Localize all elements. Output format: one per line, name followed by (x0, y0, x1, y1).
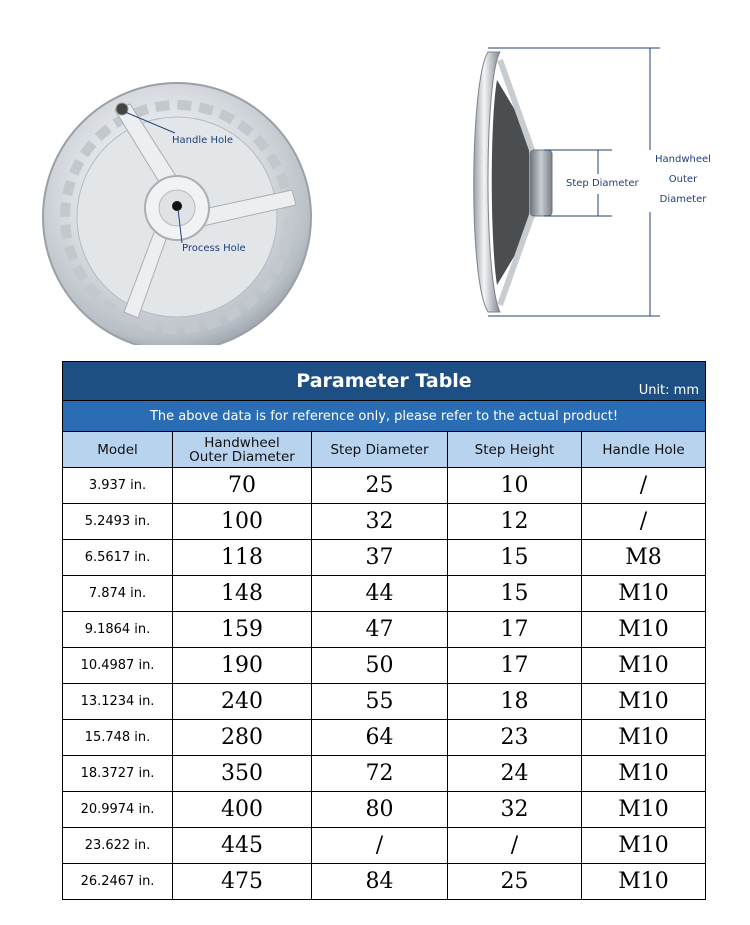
step-height-cell: 12 (448, 504, 582, 540)
table-note-row (63, 401, 706, 432)
model-cell: 5.2493 in. (63, 504, 173, 540)
handwheel-illustration (0, 0, 750, 345)
table-body (63, 468, 706, 900)
table-row (63, 540, 706, 576)
model-cell: 3.937 in. (63, 468, 173, 504)
handle-hole-cell: M10 (582, 864, 706, 900)
handle-hole-cell: M10 (582, 648, 706, 684)
model-cell: 6.5617 in. (63, 540, 173, 576)
table-row (63, 828, 706, 864)
model-cell: 10.4987 in. (63, 648, 173, 684)
model-cell: 15.748 in. (63, 720, 173, 756)
header-outer-diameter (173, 432, 312, 468)
outer-diameter-cell: 240 (173, 684, 312, 720)
outer-diameter-cell: 475 (173, 864, 312, 900)
outer-diameter-label-line3: Diameter (659, 194, 707, 205)
outer-diameter-cell: 70 (173, 468, 312, 504)
header-step-diameter: Step Diameter (312, 432, 448, 468)
step-diameter-cell: 84 (312, 864, 448, 900)
outer-diameter-label-line2: Outer (668, 174, 698, 185)
unit-label: Unit: mm (638, 383, 699, 398)
step-height-cell: 10 (448, 468, 582, 504)
handle-hole-cell: M8 (582, 540, 706, 576)
outer-diameter-cell: 148 (173, 576, 312, 612)
step-diameter-cell: / (312, 828, 448, 864)
step-diameter-cell: 80 (312, 792, 448, 828)
handle-hole-cell: M10 (582, 720, 706, 756)
step-height-cell: 15 (448, 576, 582, 612)
header-model: Model (63, 432, 173, 468)
outer-diameter-cell: 100 (173, 504, 312, 540)
table-row (63, 576, 706, 612)
step-diameter-cell: 32 (312, 504, 448, 540)
table-row (63, 504, 706, 540)
model-cell: 26.2467 in. (63, 864, 173, 900)
header-handle-hole: Handle Hole (582, 432, 706, 468)
handle-hole-cell: M10 (582, 684, 706, 720)
step-diameter-cell: 47 (312, 612, 448, 648)
step-height-cell: 32 (448, 792, 582, 828)
step-diameter-label: Step Diameter (566, 178, 639, 189)
header-outer-diameter-line1: Handwheel (204, 434, 280, 451)
handwheel-front-view (43, 83, 311, 345)
model-cell: 13.1234 in. (63, 684, 173, 720)
table-header-row (63, 432, 706, 468)
outer-diameter-cell: 159 (173, 612, 312, 648)
step-height-cell: 18 (448, 684, 582, 720)
model-cell: 18.3727 in. (63, 756, 173, 792)
step-diameter-cell: 72 (312, 756, 448, 792)
table-note: The above data is for reference only, please refer to the actual product! (63, 401, 706, 432)
table-row (63, 612, 706, 648)
table-row (63, 648, 706, 684)
table-row (63, 468, 706, 504)
process-hole-label: Process Hole (182, 243, 246, 254)
model-cell: 7.874 in. (63, 576, 173, 612)
step-diameter-cell: 25 (312, 468, 448, 504)
outer-diameter-cell: 190 (173, 648, 312, 684)
table-row (63, 756, 706, 792)
table-title: Parameter Table (296, 370, 472, 392)
handle-hole-cell: / (582, 504, 706, 540)
step-height-cell: 23 (448, 720, 582, 756)
header-outer-diameter-line2: Outer Diameter (189, 448, 295, 465)
step-diameter-cell: 37 (312, 540, 448, 576)
model-cell: 23.622 in. (63, 828, 173, 864)
step-diameter-cell: 50 (312, 648, 448, 684)
step-diameter-cell: 55 (312, 684, 448, 720)
table-title-cell (63, 362, 706, 401)
step-diameter-cell: 64 (312, 720, 448, 756)
table-row (63, 720, 706, 756)
handle-hole-cell: M10 (582, 612, 706, 648)
handle-hole-cell: M10 (582, 828, 706, 864)
handle-hole-cell: M10 (582, 792, 706, 828)
handle-hole-cell: M10 (582, 576, 706, 612)
step-height-cell: 17 (448, 612, 582, 648)
outer-diameter-cell: 280 (173, 720, 312, 756)
step-height-cell: / (448, 828, 582, 864)
table-row (63, 684, 706, 720)
handle-hole-cell: / (582, 468, 706, 504)
table-title-row (63, 362, 706, 401)
header-step-height: Step Height (448, 432, 582, 468)
table-row (63, 864, 706, 900)
step-height-cell: 24 (448, 756, 582, 792)
table-row (63, 792, 706, 828)
step-diameter-cell: 44 (312, 576, 448, 612)
step-height-cell: 25 (448, 864, 582, 900)
parameter-table (62, 361, 706, 900)
handle-hole-label: Handle Hole (172, 135, 234, 146)
outer-diameter-cell: 400 (173, 792, 312, 828)
model-cell: 9.1864 in. (63, 612, 173, 648)
step-height-cell: 17 (448, 648, 582, 684)
outer-diameter-cell: 445 (173, 828, 312, 864)
outer-diameter-label-line1: Handwheel (655, 154, 711, 165)
outer-diameter-cell: 118 (173, 540, 312, 576)
outer-diameter-label (650, 150, 716, 210)
outer-diameter-cell: 350 (173, 756, 312, 792)
product-figure (0, 0, 750, 345)
model-cell: 20.9974 in. (63, 792, 173, 828)
handle-hole-cell: M10 (582, 756, 706, 792)
step-height-cell: 15 (448, 540, 582, 576)
